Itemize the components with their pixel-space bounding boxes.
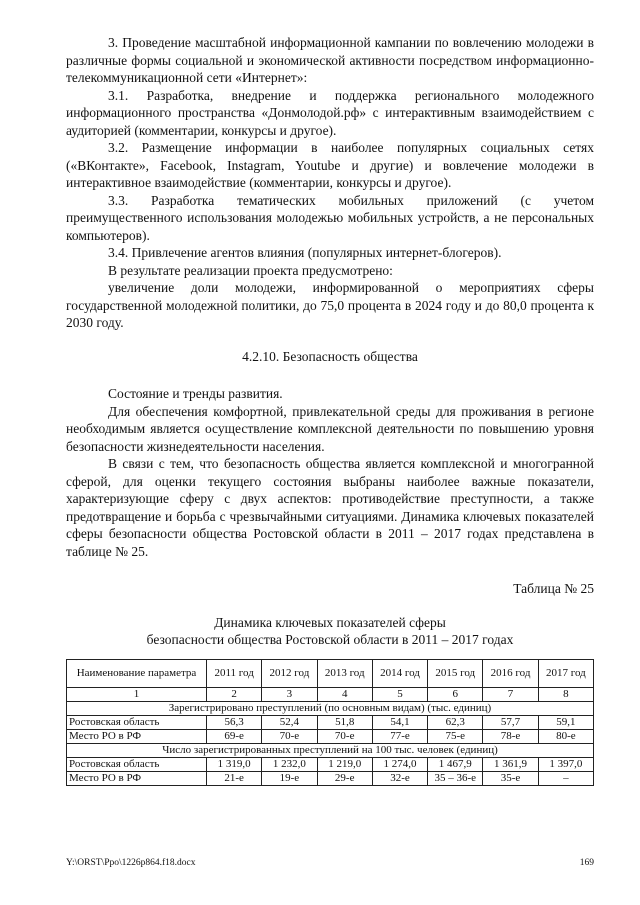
table-cell: 51,8: [317, 715, 372, 729]
column-number: 5: [372, 687, 427, 701]
table-cell: Ростовская область: [67, 715, 207, 729]
paragraph: 3.2. Размещение информации в наиболее популярных социальных сетях («ВКонтакте», Facebook, Instagram, Youtube и другие) и вовлечение молодежи в интерактивное взаимодействие (комментарии, конкурсы и другое).: [66, 140, 594, 190]
paragraph: В связи с тем, что безопасность общества является комплексной и многогранной сферой, для оценки текущего состояния выбраны наиболее важные показатели, характеризующие сферу с двух аспектов: противодействие преступности, а также предотвращение и борьба с чрезвычайными ситуациями. Динамика ключевых показателей сферы безопасности общества Ростовской области в 2011 – 2017 годах представлена в таблице № 25.: [66, 456, 594, 559]
table-cell: Место РО в РФ: [67, 729, 207, 743]
table-number: Таблица № 25: [513, 581, 594, 596]
table-section-title: Число зарегистрированных преступлений на 100 тыс. человек (единиц): [67, 743, 594, 757]
table-cell: 1 319,0: [207, 757, 262, 771]
paragraph: 3. Проведение масштабной информационной кампании по вовлечению молодежи в различные формы социальной и экономической активности посредством информационно-телекоммуникационной сети «Интернет»:: [66, 35, 594, 85]
table-section-title: Зарегистрировано преступлений (по основным видам) (тыс. единиц): [67, 701, 594, 715]
paragraph: Для обеспечения комфортной, привлекательной среды для проживания в регионе необходимым является осуществление комплексной деятельности по повышению уровня безопасности жизнедеятельности населения.: [66, 403, 594, 454]
table-cell: 78-е: [483, 729, 538, 743]
column-number: 7: [483, 687, 538, 701]
table-header-cell: 2013 год: [317, 659, 372, 687]
table-cell: 69-е: [207, 729, 262, 743]
table-cell: 19-е: [262, 771, 317, 785]
table-header-cell: 2011 год: [207, 659, 262, 687]
table-cell: 56,3: [207, 715, 262, 729]
table-row: [67, 715, 594, 729]
column-number: 8: [538, 687, 593, 701]
table-row: [67, 757, 594, 771]
table-title: безопасности общества Ростовской области в 2011 – 2017 годах: [146, 632, 514, 647]
column-number: 1: [67, 687, 207, 701]
data-table: [66, 659, 594, 786]
footer-page-number: 169: [579, 858, 594, 868]
column-number: 2: [207, 687, 262, 701]
paragraph: 3.3. Разработка тематических мобильных приложений (с учетом преимущественного использования молодежью мобильных устройств, а не персональных компьютеров).: [66, 192, 594, 243]
table-cell: 77-е: [372, 729, 427, 743]
page-content: [66, 34, 594, 786]
table-section-row: [67, 743, 594, 757]
table-header-cell: 2016 год: [483, 659, 538, 687]
table-cell: Место РО в РФ: [67, 771, 207, 785]
table-cell: 54,1: [372, 715, 427, 729]
table-section-row: [67, 701, 594, 715]
table-cell: 57,7: [483, 715, 538, 729]
column-number: 6: [428, 687, 483, 701]
paragraph: 3.4. Привлечение агентов влияния (популярных интернет-блогеров).: [108, 245, 502, 260]
table-cell: 1 467,9: [428, 757, 483, 771]
column-number: 3: [262, 687, 317, 701]
table-cell: 1 232,0: [262, 757, 317, 771]
table-cell: 70-е: [262, 729, 317, 743]
table-header-cell: 2012 год: [262, 659, 317, 687]
section-heading: 4.2.10. Безопасность общества: [242, 348, 418, 364]
table-cell: 70-е: [317, 729, 372, 743]
paragraph: Состояние и тренды развития.: [108, 386, 283, 401]
table-cell: 35 – 36-е: [428, 771, 483, 785]
table-cell: 1 274,0: [372, 757, 427, 771]
table-header-cell: 2017 год: [538, 659, 593, 687]
table-header-cell: 2014 год: [372, 659, 427, 687]
footer-file-path: Y:\ORST\Ppo\1226p864.f18.docx: [66, 858, 196, 868]
table-cell: 29-е: [317, 771, 372, 785]
table-cell: 1 397,0: [538, 757, 593, 771]
paragraph: 3.1. Разработка, внедрение и поддержка регионального молодежного информационного пространства «Донмолодой.рф» с интерактивным взаимодействием с аудиторией (комментарии, конкурсы и другое).: [66, 87, 594, 138]
table-cell: 35-е: [483, 771, 538, 785]
paragraph: В результате реализации проекта предусмотрено:: [108, 262, 393, 278]
table-cell: 80-е: [538, 729, 593, 743]
table-cell: 62,3: [428, 715, 483, 729]
table-header-cell: 2015 год: [428, 659, 483, 687]
table-row: [67, 729, 594, 743]
table-cell: 75-е: [428, 729, 483, 743]
paragraph: увеличение доли молодежи, информированной о мероприятиях сферы государственной молодежной политики, до 75,0 процента в 2024 году и до 80,0 процента к 2030 году.: [66, 280, 594, 330]
table-cell: 1 361,9: [483, 757, 538, 771]
table-cell: 32-е: [372, 771, 427, 785]
table-cell: Ростовская область: [67, 757, 207, 771]
column-number-row: [67, 687, 594, 701]
table-header-cell: Наименование параметра: [67, 659, 207, 687]
table-cell: 52,4: [262, 715, 317, 729]
table-cell: –: [538, 771, 593, 785]
column-number: 4: [317, 687, 372, 701]
table-cell: 21-е: [207, 771, 262, 785]
table-row: [67, 771, 594, 785]
table-title: Динамика ключевых показателей сферы: [214, 614, 446, 630]
table-cell: 1 219,0: [317, 757, 372, 771]
table-cell: 59,1: [538, 715, 593, 729]
table-header-row: [67, 659, 594, 687]
